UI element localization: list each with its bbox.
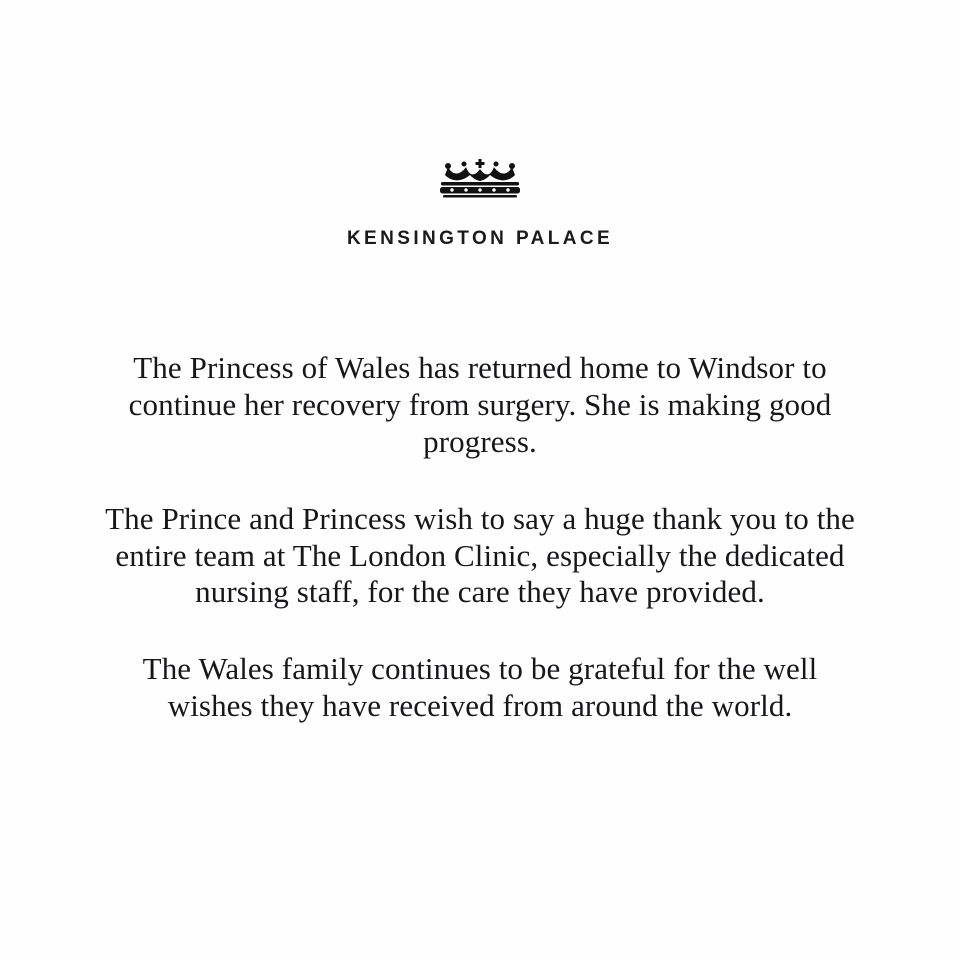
- statement-paragraph: The Wales family continues to be grateful for the well wishes they have received from around the world.: [142, 651, 818, 724]
- crest-block: [347, 158, 613, 250]
- statement-paragraph: The Princess of Wales has returned home to Windsor to continue her recovery from surgery. She is making good progress.: [128, 350, 832, 459]
- kensington-palace-wordmark: KENSINGTON PALACE: [346, 228, 614, 249]
- statement-paragraph: The Prince and Princess wish to say a huge thank you to the entire team at The London Clinic, especially the dedicated nursing staff, for the care they have provided.: [105, 500, 855, 610]
- crown-icon: [426, 158, 534, 204]
- statement-body: [100, 350, 860, 725]
